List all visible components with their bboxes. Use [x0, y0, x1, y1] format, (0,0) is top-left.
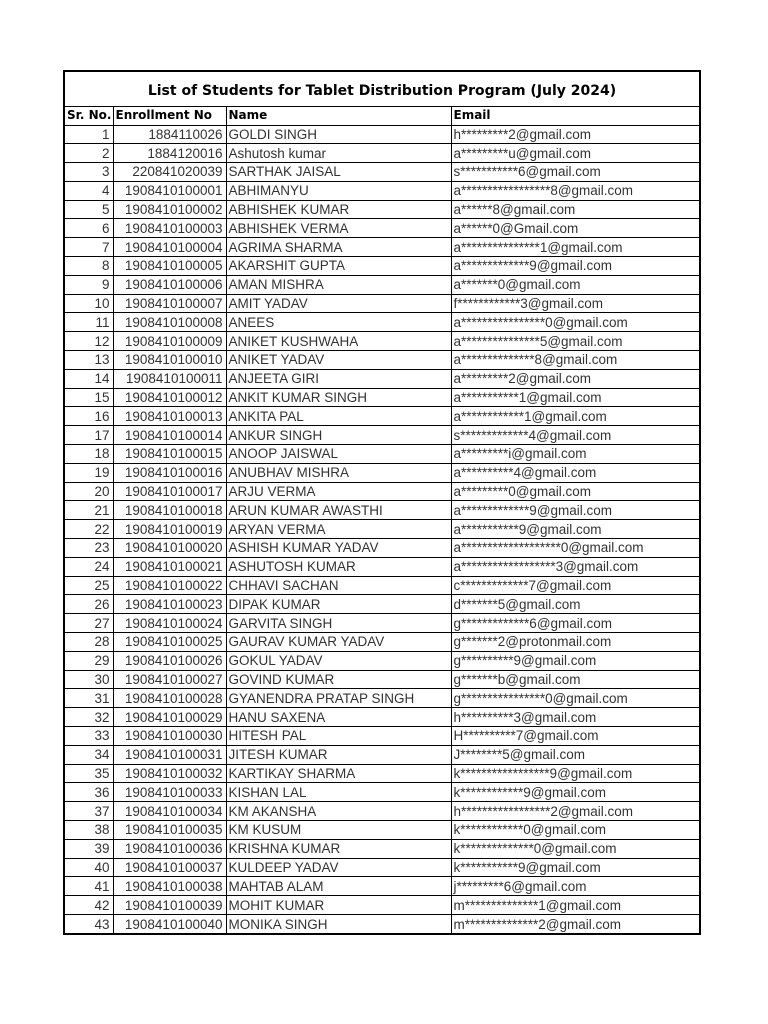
column-header-name: Name — [226, 107, 451, 125]
enrollment-no-cell: 1908410100012 — [113, 388, 226, 407]
email-cell: g****************0@gmail.com — [451, 689, 699, 708]
sr-no-cell: 23 — [65, 539, 113, 558]
name-cell: AMAN MISHRA — [226, 275, 451, 294]
table-row — [65, 275, 699, 294]
sr-no-cell: 42 — [65, 896, 113, 915]
enrollment-no-cell: 1908410100028 — [113, 689, 226, 708]
table-row — [65, 764, 699, 783]
table-row — [65, 369, 699, 388]
sr-no-cell: 18 — [65, 445, 113, 464]
email-cell: a*********0@gmail.com — [451, 482, 699, 501]
name-cell: ANUBHAV MISHRA — [226, 463, 451, 482]
email-cell: a*****************8@gmail.com — [451, 181, 699, 200]
name-cell: ARJU VERMA — [226, 482, 451, 501]
enrollment-no-cell: 1908410100026 — [113, 651, 226, 670]
enrollment-no-cell: 1908410100035 — [113, 820, 226, 839]
table-row — [65, 633, 699, 652]
document-title: List of Students for Tablet Distribution Program (July 2024) — [65, 72, 699, 107]
table-row — [65, 125, 699, 144]
enrollment-no-cell: 1908410100008 — [113, 313, 226, 332]
name-cell: SARTHAK JAISAL — [226, 163, 451, 182]
sr-no-cell: 33 — [65, 727, 113, 746]
sr-no-cell: 24 — [65, 557, 113, 576]
enrollment-no-cell: 1908410100010 — [113, 351, 226, 370]
email-cell: a*******0@gmail.com — [451, 275, 699, 294]
enrollment-no-cell: 1908410100015 — [113, 445, 226, 464]
sr-no-cell: 10 — [65, 294, 113, 313]
email-cell: a******************3@gmail.com — [451, 557, 699, 576]
enrollment-no-cell: 1908410100024 — [113, 614, 226, 633]
enrollment-no-cell: 1908410100014 — [113, 426, 226, 445]
enrollment-no-cell: 1908410100007 — [113, 294, 226, 313]
name-cell: ASHUTOSH KUMAR — [226, 557, 451, 576]
sr-no-cell: 5 — [65, 200, 113, 219]
table-row — [65, 332, 699, 351]
email-cell: g*******b@gmail.com — [451, 670, 699, 689]
enrollment-no-cell: 220841020039 — [113, 163, 226, 182]
table-row — [65, 144, 699, 163]
table-row — [65, 351, 699, 370]
student-list-sheet — [63, 70, 701, 935]
table-row — [65, 651, 699, 670]
email-cell: k***********9@gmail.com — [451, 858, 699, 877]
enrollment-no-cell: 1908410100023 — [113, 595, 226, 614]
enrollment-no-cell: 1908410100021 — [113, 557, 226, 576]
sr-no-cell: 38 — [65, 820, 113, 839]
table-row — [65, 877, 699, 896]
table-row — [65, 914, 699, 933]
table-row — [65, 576, 699, 595]
email-cell: m**************2@gmail.com — [451, 914, 699, 933]
name-cell: MAHTAB ALAM — [226, 877, 451, 896]
name-cell: AGRIMA SHARMA — [226, 238, 451, 257]
name-cell: HANU SAXENA — [226, 708, 451, 727]
enrollment-no-cell: 1908410100017 — [113, 482, 226, 501]
table-row — [65, 557, 699, 576]
sr-no-cell: 29 — [65, 651, 113, 670]
email-cell: H**********7@gmail.com — [451, 727, 699, 746]
sr-no-cell: 27 — [65, 614, 113, 633]
name-cell: ANKIT KUMAR SINGH — [226, 388, 451, 407]
table-row — [65, 388, 699, 407]
sr-no-cell: 35 — [65, 764, 113, 783]
name-cell: HITESH PAL — [226, 727, 451, 746]
email-cell: s***********6@gmail.com — [451, 163, 699, 182]
table-row — [65, 727, 699, 746]
sr-no-cell: 7 — [65, 238, 113, 257]
enrollment-no-cell: 1908410100032 — [113, 764, 226, 783]
name-cell: ANEES — [226, 313, 451, 332]
email-cell: a*******************0@gmail.com — [451, 539, 699, 558]
table-row — [65, 181, 699, 200]
table-row — [65, 501, 699, 520]
table-row — [65, 820, 699, 839]
table-row — [65, 858, 699, 877]
column-header-email: Email — [451, 107, 699, 125]
table-row — [65, 745, 699, 764]
enrollment-no-cell: 1908410100003 — [113, 219, 226, 238]
email-cell: a***************1@gmail.com — [451, 238, 699, 257]
name-cell: KISHAN LAL — [226, 783, 451, 802]
name-cell: MOHIT KUMAR — [226, 896, 451, 915]
sr-no-cell: 37 — [65, 802, 113, 821]
sr-no-cell: 12 — [65, 332, 113, 351]
enrollment-no-cell: 1908410100019 — [113, 520, 226, 539]
name-cell: KULDEEP YADAV — [226, 858, 451, 877]
email-cell: h*********2@gmail.com — [451, 125, 699, 144]
name-cell: KARTIKAY SHARMA — [226, 764, 451, 783]
table-row — [65, 200, 699, 219]
sr-no-cell: 34 — [65, 745, 113, 764]
enrollment-no-cell: 1908410100036 — [113, 839, 226, 858]
sr-no-cell: 21 — [65, 501, 113, 520]
email-cell: a*********2@gmail.com — [451, 369, 699, 388]
sr-no-cell: 9 — [65, 275, 113, 294]
table-row — [65, 520, 699, 539]
table-row — [65, 614, 699, 633]
enrollment-no-cell: 1908410100011 — [113, 369, 226, 388]
email-cell: f************3@gmail.com — [451, 294, 699, 313]
enrollment-no-cell: 1908410100033 — [113, 783, 226, 802]
enrollment-no-cell: 1908410100022 — [113, 576, 226, 595]
enrollment-no-cell: 1884110026 — [113, 125, 226, 144]
sr-no-cell: 16 — [65, 407, 113, 426]
enrollment-no-cell: 1908410100027 — [113, 670, 226, 689]
email-cell: a***********1@gmail.com — [451, 388, 699, 407]
table-row — [65, 482, 699, 501]
name-cell: ARUN KUMAR AWASTHI — [226, 501, 451, 520]
table-row — [65, 445, 699, 464]
sr-no-cell: 30 — [65, 670, 113, 689]
sr-no-cell: 1 — [65, 125, 113, 144]
enrollment-no-cell: 1884120016 — [113, 144, 226, 163]
email-cell: a****************0@gmail.com — [451, 313, 699, 332]
email-cell: g*************6@gmail.com — [451, 614, 699, 633]
name-cell: ANOOP JAISWAL — [226, 445, 451, 464]
table-row — [65, 238, 699, 257]
name-cell: ABHIMANYU — [226, 181, 451, 200]
name-cell: ANKUR SINGH — [226, 426, 451, 445]
sr-no-cell: 26 — [65, 595, 113, 614]
name-cell: ARYAN VERMA — [226, 520, 451, 539]
column-header-enrollment-no: Enrollment No — [113, 107, 226, 125]
sr-no-cell: 40 — [65, 858, 113, 877]
enrollment-no-cell: 1908410100009 — [113, 332, 226, 351]
table-row — [65, 163, 699, 182]
email-cell: a*************9@gmail.com — [451, 501, 699, 520]
sr-no-cell: 32 — [65, 708, 113, 727]
enrollment-no-cell: 1908410100034 — [113, 802, 226, 821]
sr-no-cell: 22 — [65, 520, 113, 539]
email-cell: a*************9@gmail.com — [451, 257, 699, 276]
sr-no-cell: 2 — [65, 144, 113, 163]
name-cell: ANIKET KUSHWAHA — [226, 332, 451, 351]
enrollment-no-cell: 1908410100018 — [113, 501, 226, 520]
email-cell: s*************4@gmail.com — [451, 426, 699, 445]
enrollment-no-cell: 1908410100016 — [113, 463, 226, 482]
sr-no-cell: 15 — [65, 388, 113, 407]
email-cell: h*****************2@gmail.com — [451, 802, 699, 821]
sr-no-cell: 11 — [65, 313, 113, 332]
name-cell: GYANENDRA PRATAP SINGH — [226, 689, 451, 708]
email-cell: k************0@gmail.com — [451, 820, 699, 839]
table-row — [65, 839, 699, 858]
email-cell: a*********u@gmail.com — [451, 144, 699, 163]
column-header-sr-no: Sr. No. — [65, 107, 113, 125]
name-cell: KM AKANSHA — [226, 802, 451, 821]
email-cell: g*******2@protonmail.com — [451, 633, 699, 652]
sr-no-cell: 43 — [65, 914, 113, 933]
enrollment-no-cell: 1908410100005 — [113, 257, 226, 276]
name-cell: GOLDI SINGH — [226, 125, 451, 144]
sr-no-cell: 31 — [65, 689, 113, 708]
table-row — [65, 313, 699, 332]
email-cell: h**********3@gmail.com — [451, 708, 699, 727]
sr-no-cell: 13 — [65, 351, 113, 370]
enrollment-no-cell: 1908410100001 — [113, 181, 226, 200]
sr-no-cell: 3 — [65, 163, 113, 182]
name-cell: MONIKA SINGH — [226, 914, 451, 933]
sr-no-cell: 17 — [65, 426, 113, 445]
email-cell: a******0@Gmail.com — [451, 219, 699, 238]
name-cell: CHHAVI SACHAN — [226, 576, 451, 595]
name-cell: GOVIND KUMAR — [226, 670, 451, 689]
enrollment-no-cell: 1908410100006 — [113, 275, 226, 294]
name-cell: ASHISH KUMAR YADAV — [226, 539, 451, 558]
name-cell: JITESH KUMAR — [226, 745, 451, 764]
table-row — [65, 219, 699, 238]
email-cell: J********5@gmail.com — [451, 745, 699, 764]
name-cell: ABHISHEK KUMAR — [226, 200, 451, 219]
name-cell: GOKUL YADAV — [226, 651, 451, 670]
table-row — [65, 595, 699, 614]
name-cell: KRISHNA KUMAR — [226, 839, 451, 858]
sr-no-cell: 14 — [65, 369, 113, 388]
enrollment-no-cell: 1908410100002 — [113, 200, 226, 219]
table-body — [65, 125, 699, 933]
email-cell: d*******5@gmail.com — [451, 595, 699, 614]
name-cell: GAURAV KUMAR YADAV — [226, 633, 451, 652]
sr-no-cell: 19 — [65, 463, 113, 482]
email-cell: g**********9@gmail.com — [451, 651, 699, 670]
table-row — [65, 783, 699, 802]
table-row — [65, 670, 699, 689]
sr-no-cell: 4 — [65, 181, 113, 200]
enrollment-no-cell: 1908410100039 — [113, 896, 226, 915]
table-row — [65, 802, 699, 821]
table-row — [65, 689, 699, 708]
table-row — [65, 426, 699, 445]
enrollment-no-cell: 1908410100040 — [113, 914, 226, 933]
table-row — [65, 708, 699, 727]
email-cell: a***********9@gmail.com — [451, 520, 699, 539]
email-cell: k*****************9@gmail.com — [451, 764, 699, 783]
email-cell: a***************5@gmail.com — [451, 332, 699, 351]
name-cell: KM KUSUM — [226, 820, 451, 839]
sr-no-cell: 28 — [65, 633, 113, 652]
name-cell: GARVITA SINGH — [226, 614, 451, 633]
sr-no-cell: 8 — [65, 257, 113, 276]
sr-no-cell: 36 — [65, 783, 113, 802]
table-row — [65, 257, 699, 276]
email-cell: j*********6@gmail.com — [451, 877, 699, 896]
email-cell: a******8@gmail.com — [451, 200, 699, 219]
name-cell: AKARSHIT GUPTA — [226, 257, 451, 276]
table-row — [65, 407, 699, 426]
enrollment-no-cell: 1908410100025 — [113, 633, 226, 652]
students-table — [65, 107, 699, 933]
table-row — [65, 896, 699, 915]
email-cell: k************9@gmail.com — [451, 783, 699, 802]
name-cell: AMIT YADAV — [226, 294, 451, 313]
email-cell: a************1@gmail.com — [451, 407, 699, 426]
header-row — [65, 107, 699, 125]
enrollment-no-cell: 1908410100038 — [113, 877, 226, 896]
email-cell: a**************8@gmail.com — [451, 351, 699, 370]
name-cell: ANJEETA GIRI — [226, 369, 451, 388]
table-row — [65, 539, 699, 558]
enrollment-no-cell: 1908410100031 — [113, 745, 226, 764]
sr-no-cell: 39 — [65, 839, 113, 858]
email-cell: c*************7@gmail.com — [451, 576, 699, 595]
table-row — [65, 463, 699, 482]
email-cell: a*********i@gmail.com — [451, 445, 699, 464]
table-row — [65, 294, 699, 313]
email-cell: m**************1@gmail.com — [451, 896, 699, 915]
name-cell: ABHISHEK VERMA — [226, 219, 451, 238]
enrollment-no-cell: 1908410100013 — [113, 407, 226, 426]
name-cell: ANKITA PAL — [226, 407, 451, 426]
email-cell: a**********4@gmail.com — [451, 463, 699, 482]
sr-no-cell: 6 — [65, 219, 113, 238]
enrollment-no-cell: 1908410100004 — [113, 238, 226, 257]
sr-no-cell: 25 — [65, 576, 113, 595]
enrollment-no-cell: 1908410100030 — [113, 727, 226, 746]
name-cell: DIPAK KUMAR — [226, 595, 451, 614]
sr-no-cell: 41 — [65, 877, 113, 896]
name-cell: Ashutosh kumar — [226, 144, 451, 163]
name-cell: ANIKET YADAV — [226, 351, 451, 370]
sr-no-cell: 20 — [65, 482, 113, 501]
enrollment-no-cell: 1908410100020 — [113, 539, 226, 558]
email-cell: k**************0@gmail.com — [451, 839, 699, 858]
enrollment-no-cell: 1908410100029 — [113, 708, 226, 727]
enrollment-no-cell: 1908410100037 — [113, 858, 226, 877]
